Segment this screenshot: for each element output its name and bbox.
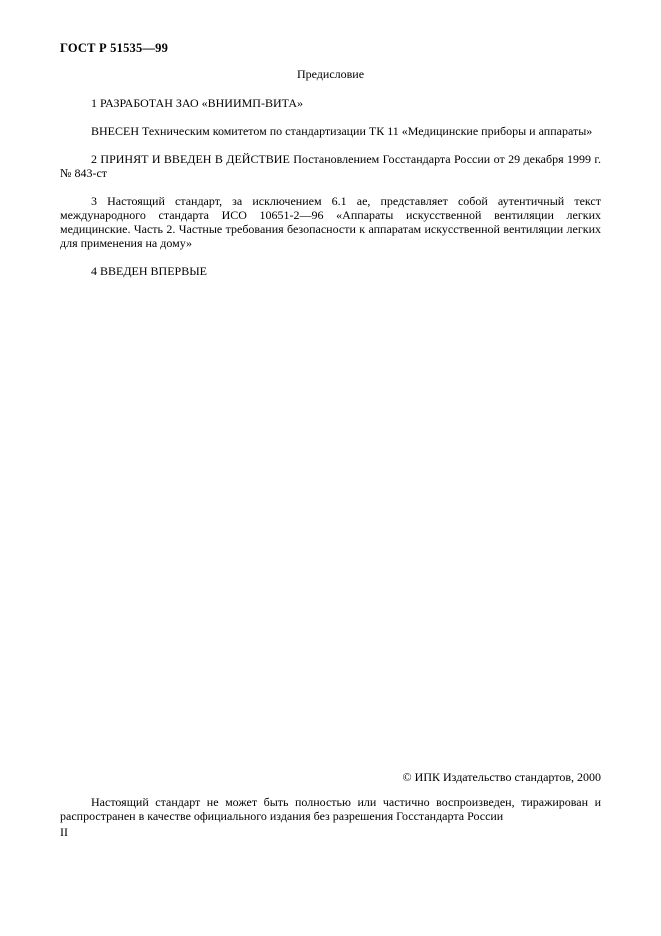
copyright-line: © ИПК Издательство стандартов, 2000 bbox=[402, 770, 601, 784]
preface-item-first-introduced: 4 ВВЕДЕН ВПЕРВЫЕ bbox=[91, 264, 207, 278]
reproduction-notice: Настоящий стандарт не может быть полностью или частично воспроизведен, тиражирован и распространен в качестве официального издания без разрешения Госстандарта России bbox=[60, 795, 601, 823]
preface-item-authentic-text: 3 Настоящий стандарт, за исключением 6.1 ае, представляет собой аутентичный текст международного стандарта ИСО 10651-2—96 «Аппараты искусственной вентиляции легких медицинские. Часть 2. Частные требования безопасности к аппаратам искусственной вентиляции легких для применения на дому» bbox=[60, 194, 601, 250]
preface-item-adopted: 2 ПРИНЯТ И ВВЕДЕН В ДЕЙСТВИЕ Постановлением Госстандарта России от 29 декабря 1999 г. № 843-ст bbox=[60, 152, 601, 180]
preface-section bbox=[60, 67, 601, 278]
preface-title: Предисловие bbox=[296, 67, 365, 81]
preface-item-developed: 1 РАЗРАБОТАН ЗАО «ВНИИМП-ВИТА» bbox=[91, 96, 304, 110]
document-id: ГОСТ Р 51535—99 bbox=[60, 41, 169, 55]
page-number: II bbox=[60, 825, 68, 839]
preface-item-submitted: ВНЕСЕН Техническим комитетом по стандартизации ТК 11 «Медицинские приборы и аппараты» bbox=[91, 124, 593, 138]
